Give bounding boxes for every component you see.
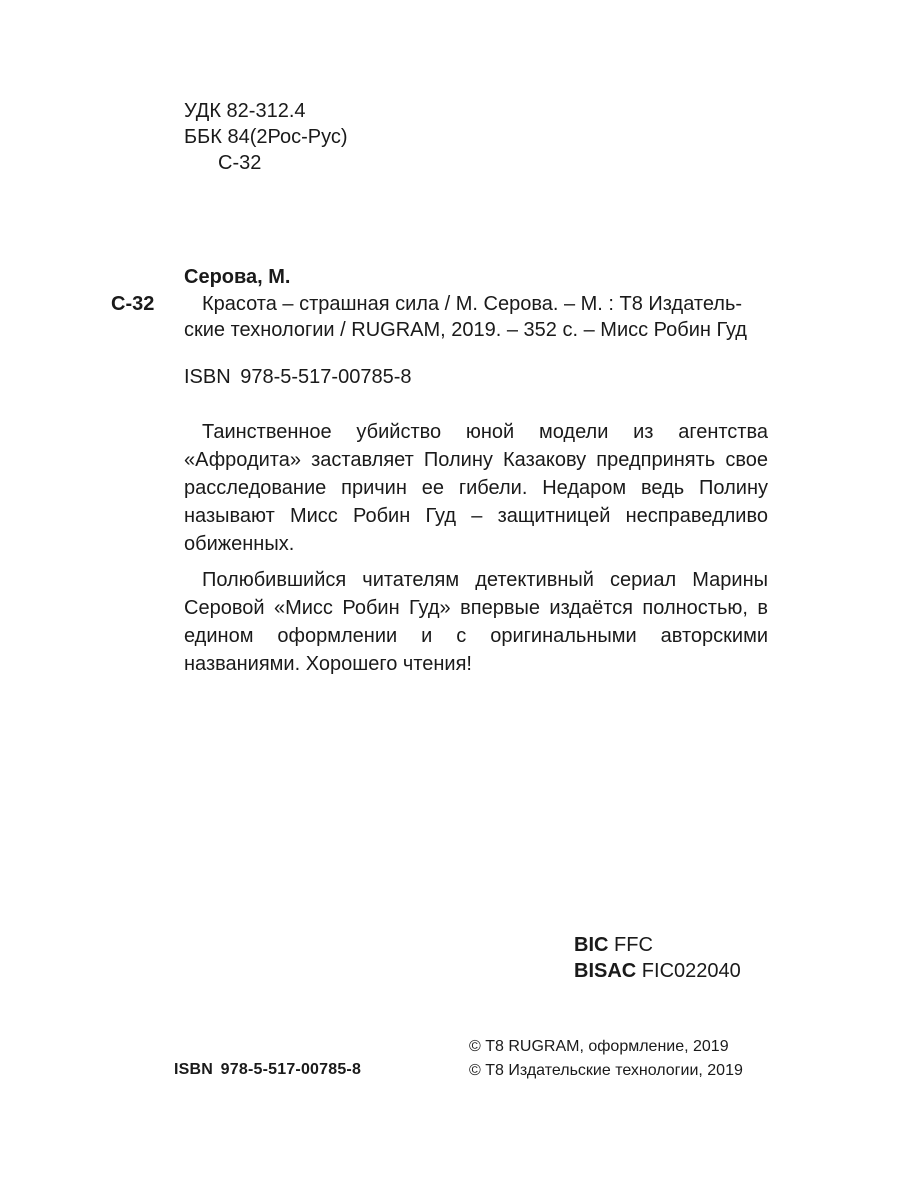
annotation-paragraph-1: Таинственное убийство юной модели из агентства «Афродита» заставляет Полину Казакову предпринять свое расследование причин ее гибели. Недаром ведь Полину называют Мисс Робин Гуд – защитницей несправедливо обиженных.	[184, 421, 768, 555]
author-heading: Серова, М.	[184, 266, 291, 288]
bisac-label: BISAC	[574, 960, 637, 982]
bisac-value: FIC022040	[641, 960, 741, 982]
bic-label: BIC	[574, 934, 609, 956]
footer-isbn: ISBN 978-5-517-00785-8	[174, 1061, 362, 1078]
annotation	[184, 418, 768, 686]
bibliographic-description	[184, 291, 762, 343]
annotation-paragraph-2: Полюбившийся читателям детективный сериал Марины Серовой «Мисс Робин Гуд» впервые издаётся полностью, в едином оформлении и с оригинальными авторскими названиями. Хорошего чтения!	[184, 569, 768, 675]
copyright-design: © Т8 RUGRAM, оформление, 2019	[469, 1038, 729, 1055]
udk-code: УДК 82-312.4	[184, 100, 306, 122]
entry-cutter-code: С-32	[111, 293, 155, 315]
bic-line	[574, 932, 741, 958]
description-line-2: ские технологии / RUGRAM, 2019. – 352 с. – Мисс Робин Гуд	[184, 319, 747, 341]
entry-isbn: ISBN 978-5-517-00785-8	[184, 366, 412, 388]
bbk-code: ББК 84(2Рос-Рус)	[184, 126, 348, 148]
bisac-line	[574, 958, 741, 984]
cutter-code: С-32	[218, 152, 262, 174]
classification-codes	[574, 932, 741, 984]
description-line-1: Красота – страшная сила / М. Серова. – М. : Т8 Издатель-	[202, 293, 743, 315]
bic-value: FFC	[614, 934, 653, 956]
copyright-block	[469, 1035, 743, 1083]
copyright-publisher: © Т8 Издательские технологии, 2019	[469, 1062, 743, 1079]
catalog-codes	[184, 98, 348, 176]
